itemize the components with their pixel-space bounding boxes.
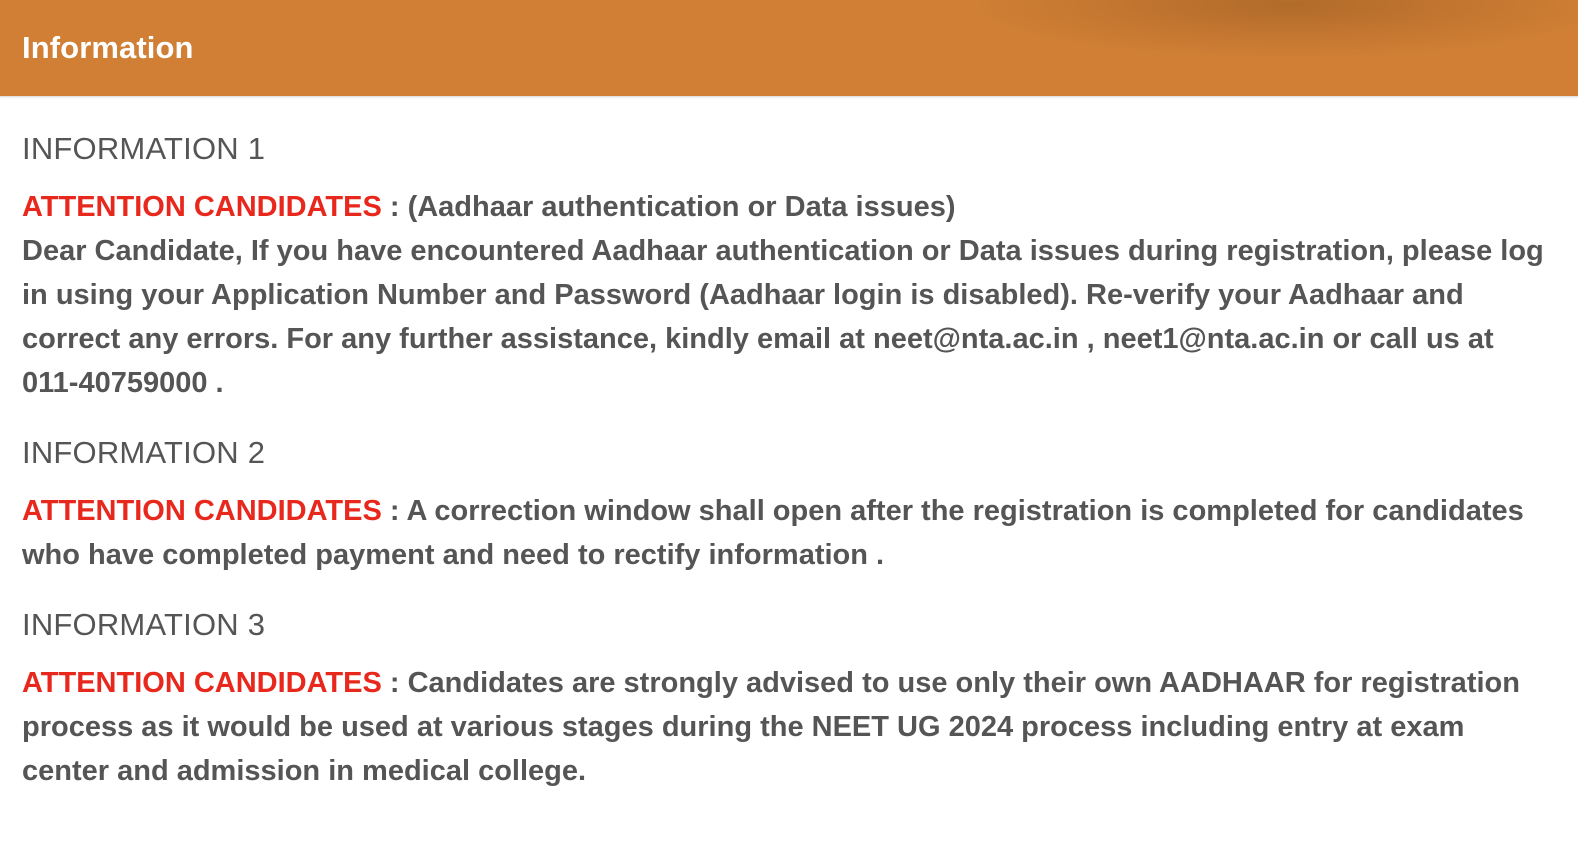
separator: : bbox=[381, 191, 408, 223]
information-heading: INFORMATION 2 bbox=[22, 435, 266, 470]
information-subject: (Aadhaar authentication or Data issues) bbox=[407, 191, 956, 223]
panel-title: Information bbox=[22, 30, 194, 65]
information-text bbox=[22, 661, 1548, 793]
panel-body bbox=[0, 97, 1578, 793]
attention-label: ATTENTION CANDIDATES bbox=[22, 191, 382, 223]
information-item-3 bbox=[22, 603, 1556, 793]
panel-header bbox=[0, 0, 1578, 97]
attention-label: ATTENTION CANDIDATES bbox=[22, 495, 382, 527]
information-text bbox=[22, 489, 1548, 577]
information-heading: INFORMATION 3 bbox=[22, 607, 266, 642]
information-body: Candidates are strongly advised to use only their own AADHAAR for registration process as it would be used at various stages during the NEET UG 2024 process including entry at exam center and admission in medical college. bbox=[22, 667, 1520, 787]
separator: : bbox=[381, 495, 407, 527]
separator: : bbox=[381, 667, 408, 699]
attention-label: ATTENTION CANDIDATES bbox=[22, 667, 382, 699]
information-text bbox=[22, 185, 1548, 405]
information-body: A correction window shall open after the registration is completed for candidates who have completed payment and need to rectify information . bbox=[22, 495, 1524, 571]
information-item-2 bbox=[22, 431, 1556, 577]
information-item-1 bbox=[22, 127, 1556, 405]
information-body: Dear Candidate, If you have encountered Aadhaar authentication or Data issues during registration, please log in using your Application Number and Password (Aadhaar login is disabled). Re-verify your Aadhaar and correct any errors. For any further assistance, kindly email at neet@nta.ac.in , neet1@nta.ac.in or call us at 011-40759000 . bbox=[22, 235, 1544, 399]
information-heading: INFORMATION 1 bbox=[22, 131, 266, 166]
